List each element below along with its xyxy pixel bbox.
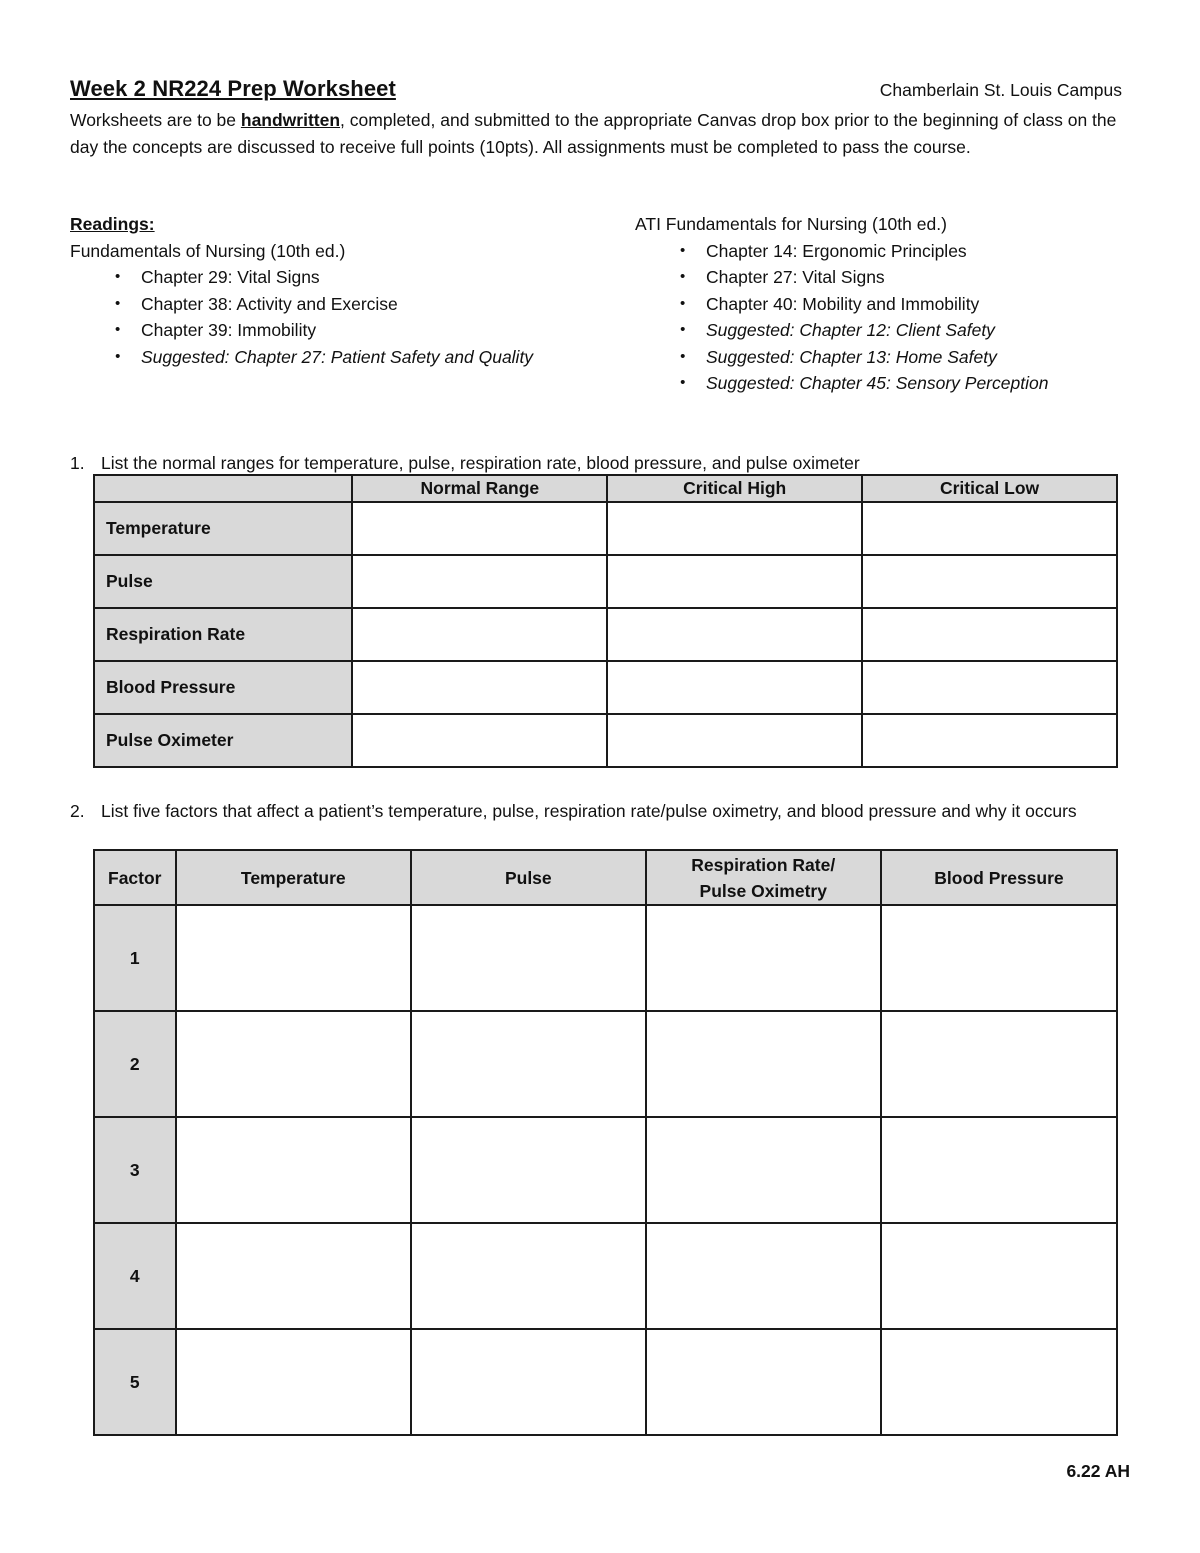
instructions-paragraph bbox=[70, 107, 1130, 160]
table-row bbox=[94, 661, 1117, 714]
answer-cell bbox=[646, 905, 881, 1011]
factors-table bbox=[93, 849, 1118, 1436]
readings-right-item bbox=[635, 238, 1135, 265]
readings-right-item bbox=[635, 317, 1135, 344]
readings-left-item-text: Chapter 29: Vital Signs bbox=[141, 267, 320, 287]
answer-cell bbox=[607, 502, 862, 555]
instructions-after: , completed, and submitted to the appropriate Canvas drop box prior to the beginning of class on the day the concepts are discussed to receive full points (10pts). All assignments must be completed to pass the course. bbox=[70, 110, 1117, 157]
answer-cell bbox=[862, 502, 1117, 555]
table-row bbox=[94, 1011, 1117, 1117]
campus-name: Chamberlain St. Louis Campus bbox=[879, 80, 1122, 100]
column-header: Critical High bbox=[607, 475, 862, 502]
instructions-before: Worksheets are to be bbox=[70, 110, 241, 130]
corner-header-cell bbox=[94, 475, 352, 502]
bullet-icon: • bbox=[680, 268, 686, 285]
bullet-icon: • bbox=[680, 321, 686, 338]
readings-right-item-text: Suggested: Chapter 13: Home Safety bbox=[706, 346, 997, 367]
readings-left-item bbox=[70, 317, 550, 344]
readings-left-item-text: Chapter 39: Immobility bbox=[141, 320, 317, 340]
answer-cell bbox=[176, 1223, 412, 1329]
answer-cell bbox=[862, 661, 1117, 714]
bullet-icon: • bbox=[115, 321, 121, 338]
answer-cell bbox=[176, 1329, 412, 1435]
answer-cell bbox=[411, 1117, 645, 1223]
answer-cell bbox=[176, 905, 412, 1011]
answer-cell bbox=[646, 1011, 881, 1117]
readings-right-item-text: Suggested: Chapter 45: Sensory Perception bbox=[706, 373, 1049, 393]
readings-right-item bbox=[635, 264, 1135, 291]
answer-cell bbox=[411, 905, 645, 1011]
question-2-number: 2. bbox=[70, 801, 85, 821]
factor-number: 5 bbox=[94, 1329, 176, 1435]
answer-cell bbox=[646, 1223, 881, 1329]
readings-heading: Readings: bbox=[70, 214, 155, 234]
readings-left-column bbox=[70, 211, 550, 370]
answer-cell bbox=[607, 661, 862, 714]
readings-left-item-text: Chapter 38: Activity and Exercise bbox=[141, 293, 398, 314]
table-row bbox=[94, 905, 1117, 1011]
answer-cell bbox=[607, 555, 862, 608]
question-2 bbox=[70, 798, 1130, 825]
readings-left-item bbox=[70, 344, 550, 371]
question-1-text: List the normal ranges for temperature, pulse, respiration rate, blood pressure, and pulse oximeter bbox=[101, 453, 860, 473]
bullet-icon: • bbox=[115, 268, 121, 285]
readings-right-column bbox=[635, 211, 1135, 397]
page-title: Week 2 NR224 Prep Worksheet bbox=[70, 76, 396, 101]
row-label: Blood Pressure bbox=[94, 661, 352, 714]
table-row bbox=[94, 555, 1117, 608]
row-label: Pulse bbox=[94, 555, 352, 608]
answer-cell bbox=[862, 608, 1117, 661]
vital-signs-ranges-table bbox=[93, 474, 1118, 768]
answer-cell bbox=[176, 1117, 412, 1223]
factor-number: 2 bbox=[94, 1011, 176, 1117]
bullet-icon: • bbox=[680, 347, 686, 365]
answer-cell bbox=[881, 1329, 1117, 1435]
answer-cell bbox=[881, 905, 1117, 1011]
answer-cell bbox=[352, 555, 607, 608]
factor-number: 3 bbox=[94, 1117, 176, 1223]
readings-right-item-text: Suggested: Chapter 12: Client Safety bbox=[706, 320, 995, 340]
answer-cell bbox=[862, 555, 1117, 608]
table-row bbox=[94, 502, 1117, 555]
column-header: Temperature bbox=[176, 850, 412, 905]
question-1 bbox=[70, 450, 1130, 477]
readings-right-list bbox=[635, 238, 1135, 397]
readings-left-item-text: Suggested: Chapter 27: Patient Safety and Quality bbox=[141, 346, 534, 367]
bullet-icon: • bbox=[115, 294, 121, 312]
column-header: Pulse bbox=[411, 850, 645, 905]
readings-right-item bbox=[635, 291, 1135, 318]
table-header-row bbox=[94, 475, 1117, 502]
readings-right-item bbox=[635, 370, 1135, 397]
answer-cell bbox=[352, 714, 607, 767]
row-label: Temperature bbox=[94, 502, 352, 555]
answer-cell bbox=[411, 1011, 645, 1117]
bullet-icon: • bbox=[680, 294, 686, 312]
bullet-icon: • bbox=[680, 374, 686, 391]
answer-cell bbox=[352, 661, 607, 714]
readings-right-item-text: Chapter 27: Vital Signs bbox=[706, 267, 885, 287]
answer-cell bbox=[646, 1117, 881, 1223]
answer-cell bbox=[881, 1223, 1117, 1329]
readings-left-book: Fundamentals of Nursing (10th ed.) bbox=[70, 240, 346, 261]
question-2-text: List five factors that affect a patient’s temperature, pulse, respiration rate/pulse oximetry, and blood pressure and why it occurs bbox=[101, 801, 1077, 821]
column-header: Respiration Rate/ Pulse Oximetry bbox=[646, 850, 881, 905]
table-row bbox=[94, 714, 1117, 767]
row-label: Respiration Rate bbox=[94, 608, 352, 661]
column-header: Critical Low bbox=[862, 475, 1117, 502]
bullet-icon: • bbox=[680, 241, 686, 259]
column-header: Normal Range bbox=[352, 475, 607, 502]
readings-left-list bbox=[70, 264, 550, 370]
readings-right-item bbox=[635, 344, 1135, 371]
answer-cell bbox=[411, 1329, 645, 1435]
table-row bbox=[94, 1117, 1117, 1223]
column-header: Factor bbox=[94, 850, 176, 905]
answer-cell bbox=[176, 1011, 412, 1117]
factor-number: 1 bbox=[94, 905, 176, 1011]
column-header: Blood Pressure bbox=[881, 850, 1117, 905]
instructions-emphasis: handwritten bbox=[240, 110, 341, 130]
answer-cell bbox=[607, 608, 862, 661]
readings-right-book: ATI Fundamentals for Nursing (10th ed.) bbox=[635, 214, 947, 234]
table-row bbox=[94, 608, 1117, 661]
bullet-icon: • bbox=[115, 347, 121, 365]
answer-cell bbox=[881, 1011, 1117, 1117]
answer-cell bbox=[607, 714, 862, 767]
answer-cell bbox=[862, 714, 1117, 767]
answer-cell bbox=[352, 608, 607, 661]
answer-cell bbox=[646, 1329, 881, 1435]
answer-cell bbox=[352, 502, 607, 555]
footer-code: 6.22 AH bbox=[1066, 1461, 1130, 1481]
table-row bbox=[94, 1223, 1117, 1329]
answer-cell bbox=[881, 1117, 1117, 1223]
table-header-row bbox=[94, 850, 1117, 905]
table-row bbox=[94, 1329, 1117, 1435]
question-1-number: 1. bbox=[70, 453, 85, 473]
factor-number: 4 bbox=[94, 1223, 176, 1329]
readings-right-item-text: Chapter 40: Mobility and Immobility bbox=[706, 293, 980, 314]
readings-left-item bbox=[70, 291, 550, 318]
answer-cell bbox=[411, 1223, 645, 1329]
readings-right-item-text: Chapter 14: Ergonomic Principles bbox=[706, 240, 967, 261]
readings-left-item bbox=[70, 264, 550, 291]
row-label: Pulse Oximeter bbox=[94, 714, 352, 767]
